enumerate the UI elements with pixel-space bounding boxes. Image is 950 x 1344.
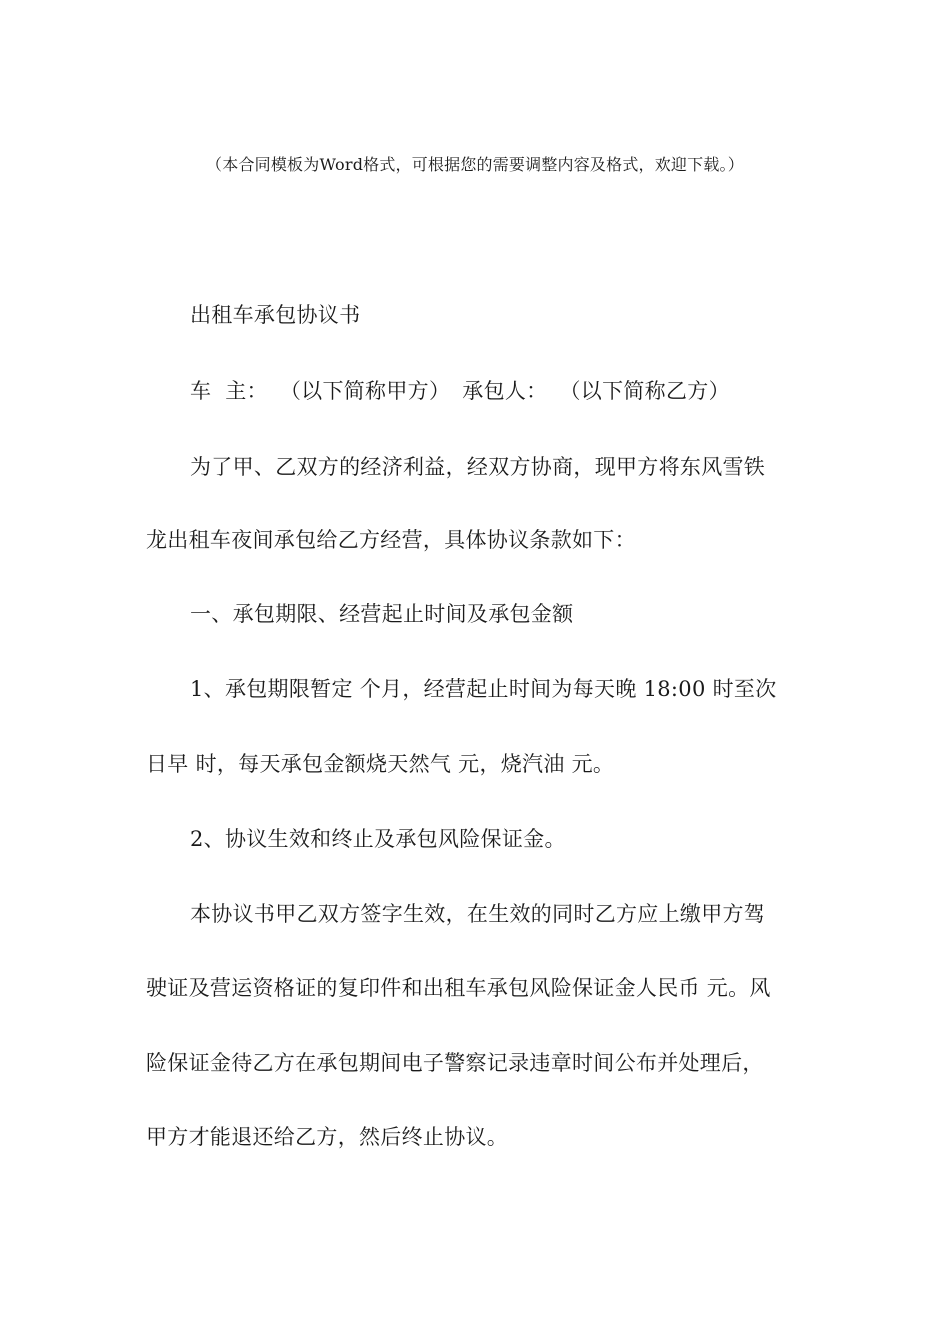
clause-2-heading: 2、协议生效和终止及承包风险保证金。 bbox=[190, 827, 566, 851]
template-note: （本合同模板为Word格式，可根据您的需要调整内容及格式，欢迎下载。） bbox=[206, 155, 744, 174]
contractor-label: 承包人： bbox=[462, 379, 548, 403]
clause-2-line-4: 甲方才能退还给乙方，然后终止协议。 bbox=[146, 1125, 509, 1149]
clause-2-line-1: 本协议书甲乙双方签字生效，在生效的同时乙方应上缴甲方驾 bbox=[190, 902, 766, 926]
clause-1-line-2: 日早 时，每天承包金额烧天然气 元，烧汽油 元。 bbox=[146, 752, 615, 776]
clause-2-line-2: 驶证及营运资格证的复印件和出租车承包风险保证金人民币 元。风 bbox=[146, 976, 771, 1000]
owner-note: （以下简称甲方） bbox=[279, 379, 451, 403]
owner-label: 车 主： bbox=[190, 379, 268, 403]
contractor-note: （以下简称乙方） bbox=[559, 379, 730, 403]
intro-paragraph-line-2: 龙出租车夜间承包给乙方经营，具体协议条款如下： bbox=[146, 528, 636, 552]
section-heading-1: 一、承包期限、经营起止时间及承包金额 bbox=[190, 602, 574, 626]
clause-1-line-1: 1、承包期限暂定 个月，经营起止时间为每天晚 18:00 时至次 bbox=[190, 677, 777, 701]
clause-2-line-3: 险保证金待乙方在承包期间电子警察记录违章时间公布并处理后， bbox=[146, 1051, 764, 1075]
intro-paragraph-line-1: 为了甲、乙双方的经济利益，经双方协商，现甲方将东风雪铁 bbox=[190, 455, 766, 479]
document-title: 出租车承包协议书 bbox=[190, 303, 361, 327]
parties-line bbox=[190, 375, 730, 405]
